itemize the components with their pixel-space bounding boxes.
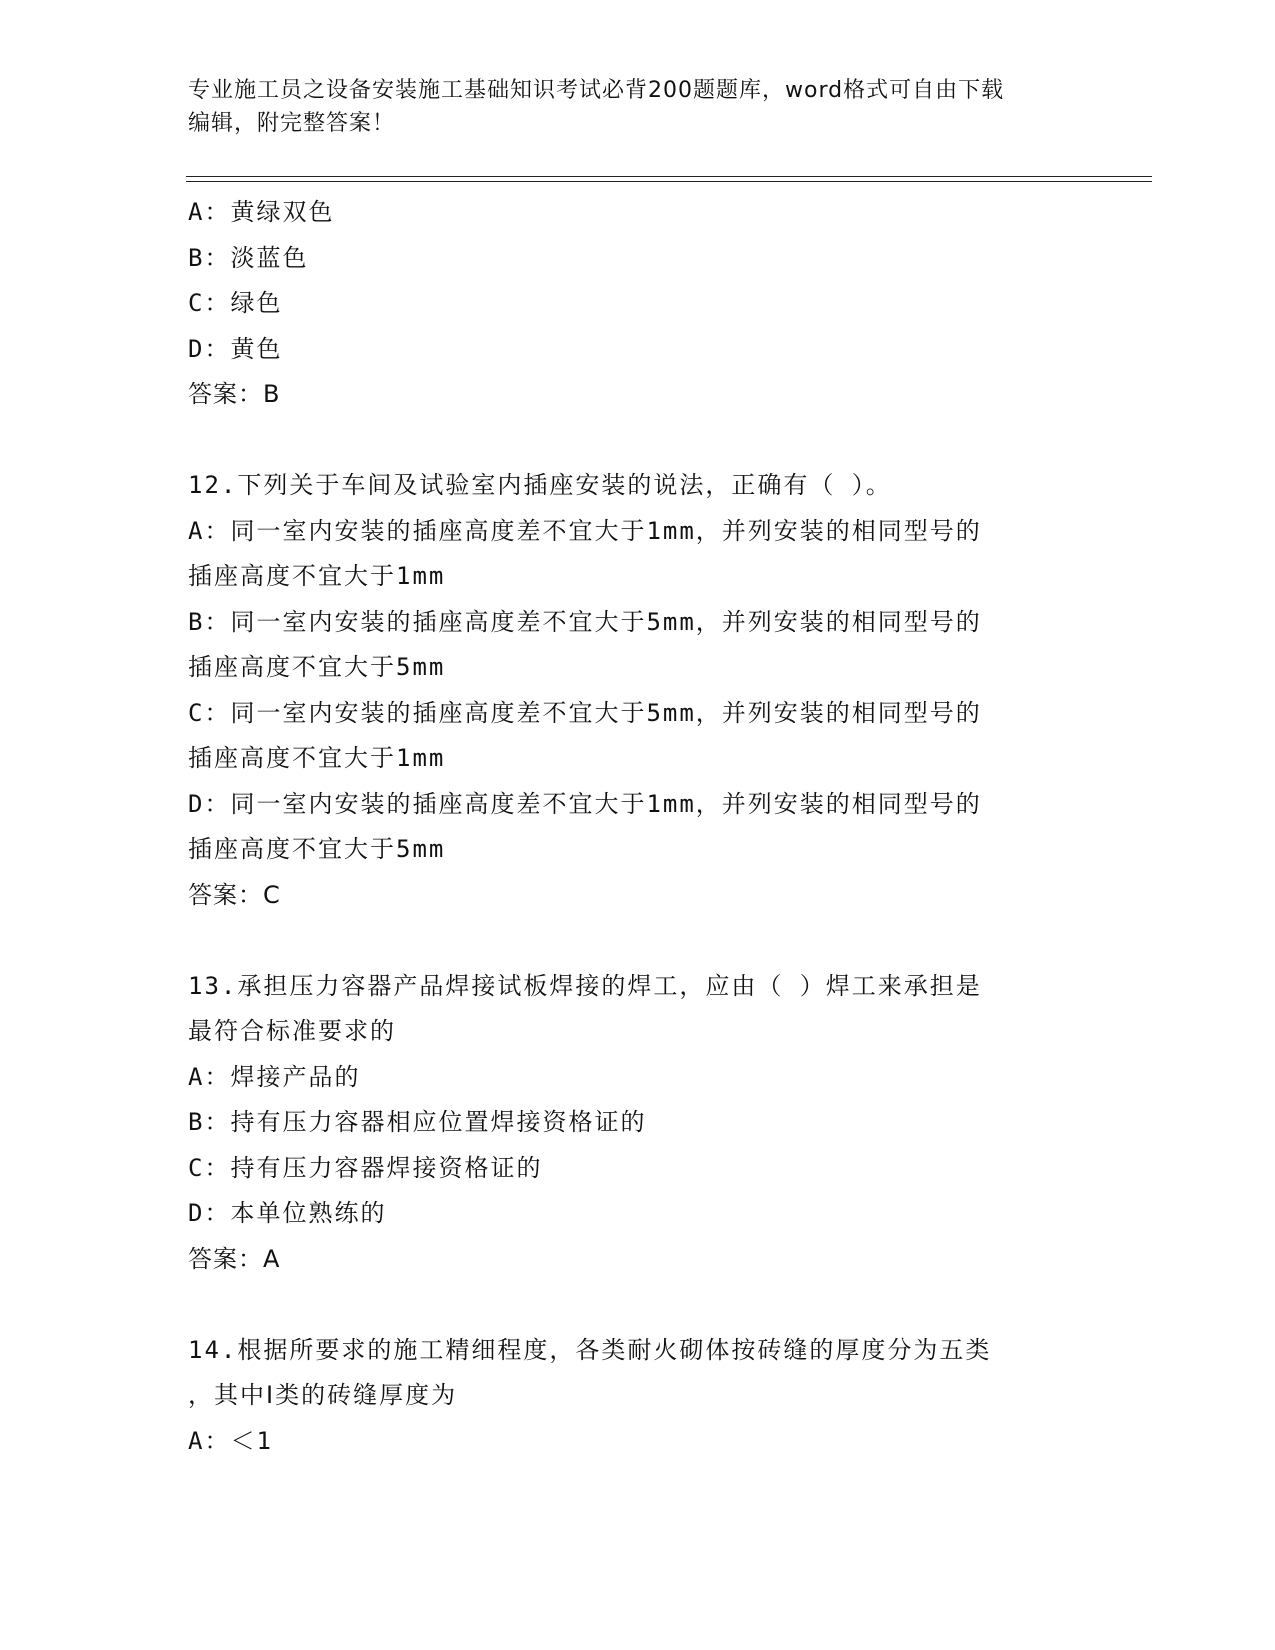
option-c: C：持有压力容器焊接资格证的 <box>188 1153 543 1182</box>
header-divider-top <box>186 176 1152 177</box>
header-line-1: 专业施工员之设备安装施工基础知识考试必背200题题库，word格式可自由下载 <box>188 78 1005 103</box>
question-stem: 13.承担压力容器产品焊接试板焊接的焊工，应由（ ）焊工来承担是 <box>188 971 982 1000</box>
option-d: D：本单位熟练的 <box>188 1199 387 1227</box>
option-a: A：黄绿双色 <box>188 198 335 226</box>
answer: 答案：A <box>188 1244 281 1273</box>
option-d: D：黄色 <box>188 334 283 363</box>
header-line-2: 编辑，附完整答案！ <box>188 111 396 136</box>
option-a: A：＜1 <box>188 1426 273 1455</box>
question-14 <box>188 1328 1108 1465</box>
answer: 答案：C <box>188 880 281 909</box>
option-d: D：同一室内安装的插座高度差不宜大于1mm，并列安装的相同型号的 <box>188 789 982 818</box>
question-stem-continued: ，其中Ⅰ类的砖缝厚度为 <box>188 1381 458 1409</box>
question-12 <box>188 463 1108 918</box>
option-a: A：同一室内安装的插座高度差不宜大于1mm，并列安装的相同型号的 <box>188 516 982 545</box>
option-a-continued: 插座高度不宜大于1mm <box>188 562 446 590</box>
option-d-continued: 插座高度不宜大于5mm <box>188 835 446 863</box>
option-b: B：淡蓝色 <box>188 243 309 272</box>
option-c: C：绿色 <box>188 289 283 317</box>
question-13 <box>188 964 1108 1283</box>
option-b-continued: 插座高度不宜大于5mm <box>188 653 446 681</box>
question-stem: 14.根据所要求的施工精细程度，各类耐火砌体按砖缝的厚度分为五类 <box>188 1335 992 1364</box>
option-c-continued: 插座高度不宜大于1mm <box>188 744 446 772</box>
question-stem-continued: 最符合标准要求的 <box>188 1017 396 1045</box>
question-11 <box>188 190 1108 418</box>
document-header <box>188 74 1088 140</box>
question-stem: 12.下列关于车间及试验室内插座安装的说法，正确有（ ）。 <box>188 471 892 499</box>
header-divider-bottom <box>186 181 1152 182</box>
option-a: A：焊接产品的 <box>188 1062 361 1091</box>
option-b: B：同一室内安装的插座高度差不宜大于5mm，并列安装的相同型号的 <box>188 607 982 636</box>
option-b: B：持有压力容器相应位置焊接资格证的 <box>188 1108 647 1136</box>
answer: 答案：B <box>188 380 281 408</box>
question-list <box>188 190 1108 1464</box>
option-c: C：同一室内安装的插座高度差不宜大于5mm，并列安装的相同型号的 <box>188 698 982 727</box>
